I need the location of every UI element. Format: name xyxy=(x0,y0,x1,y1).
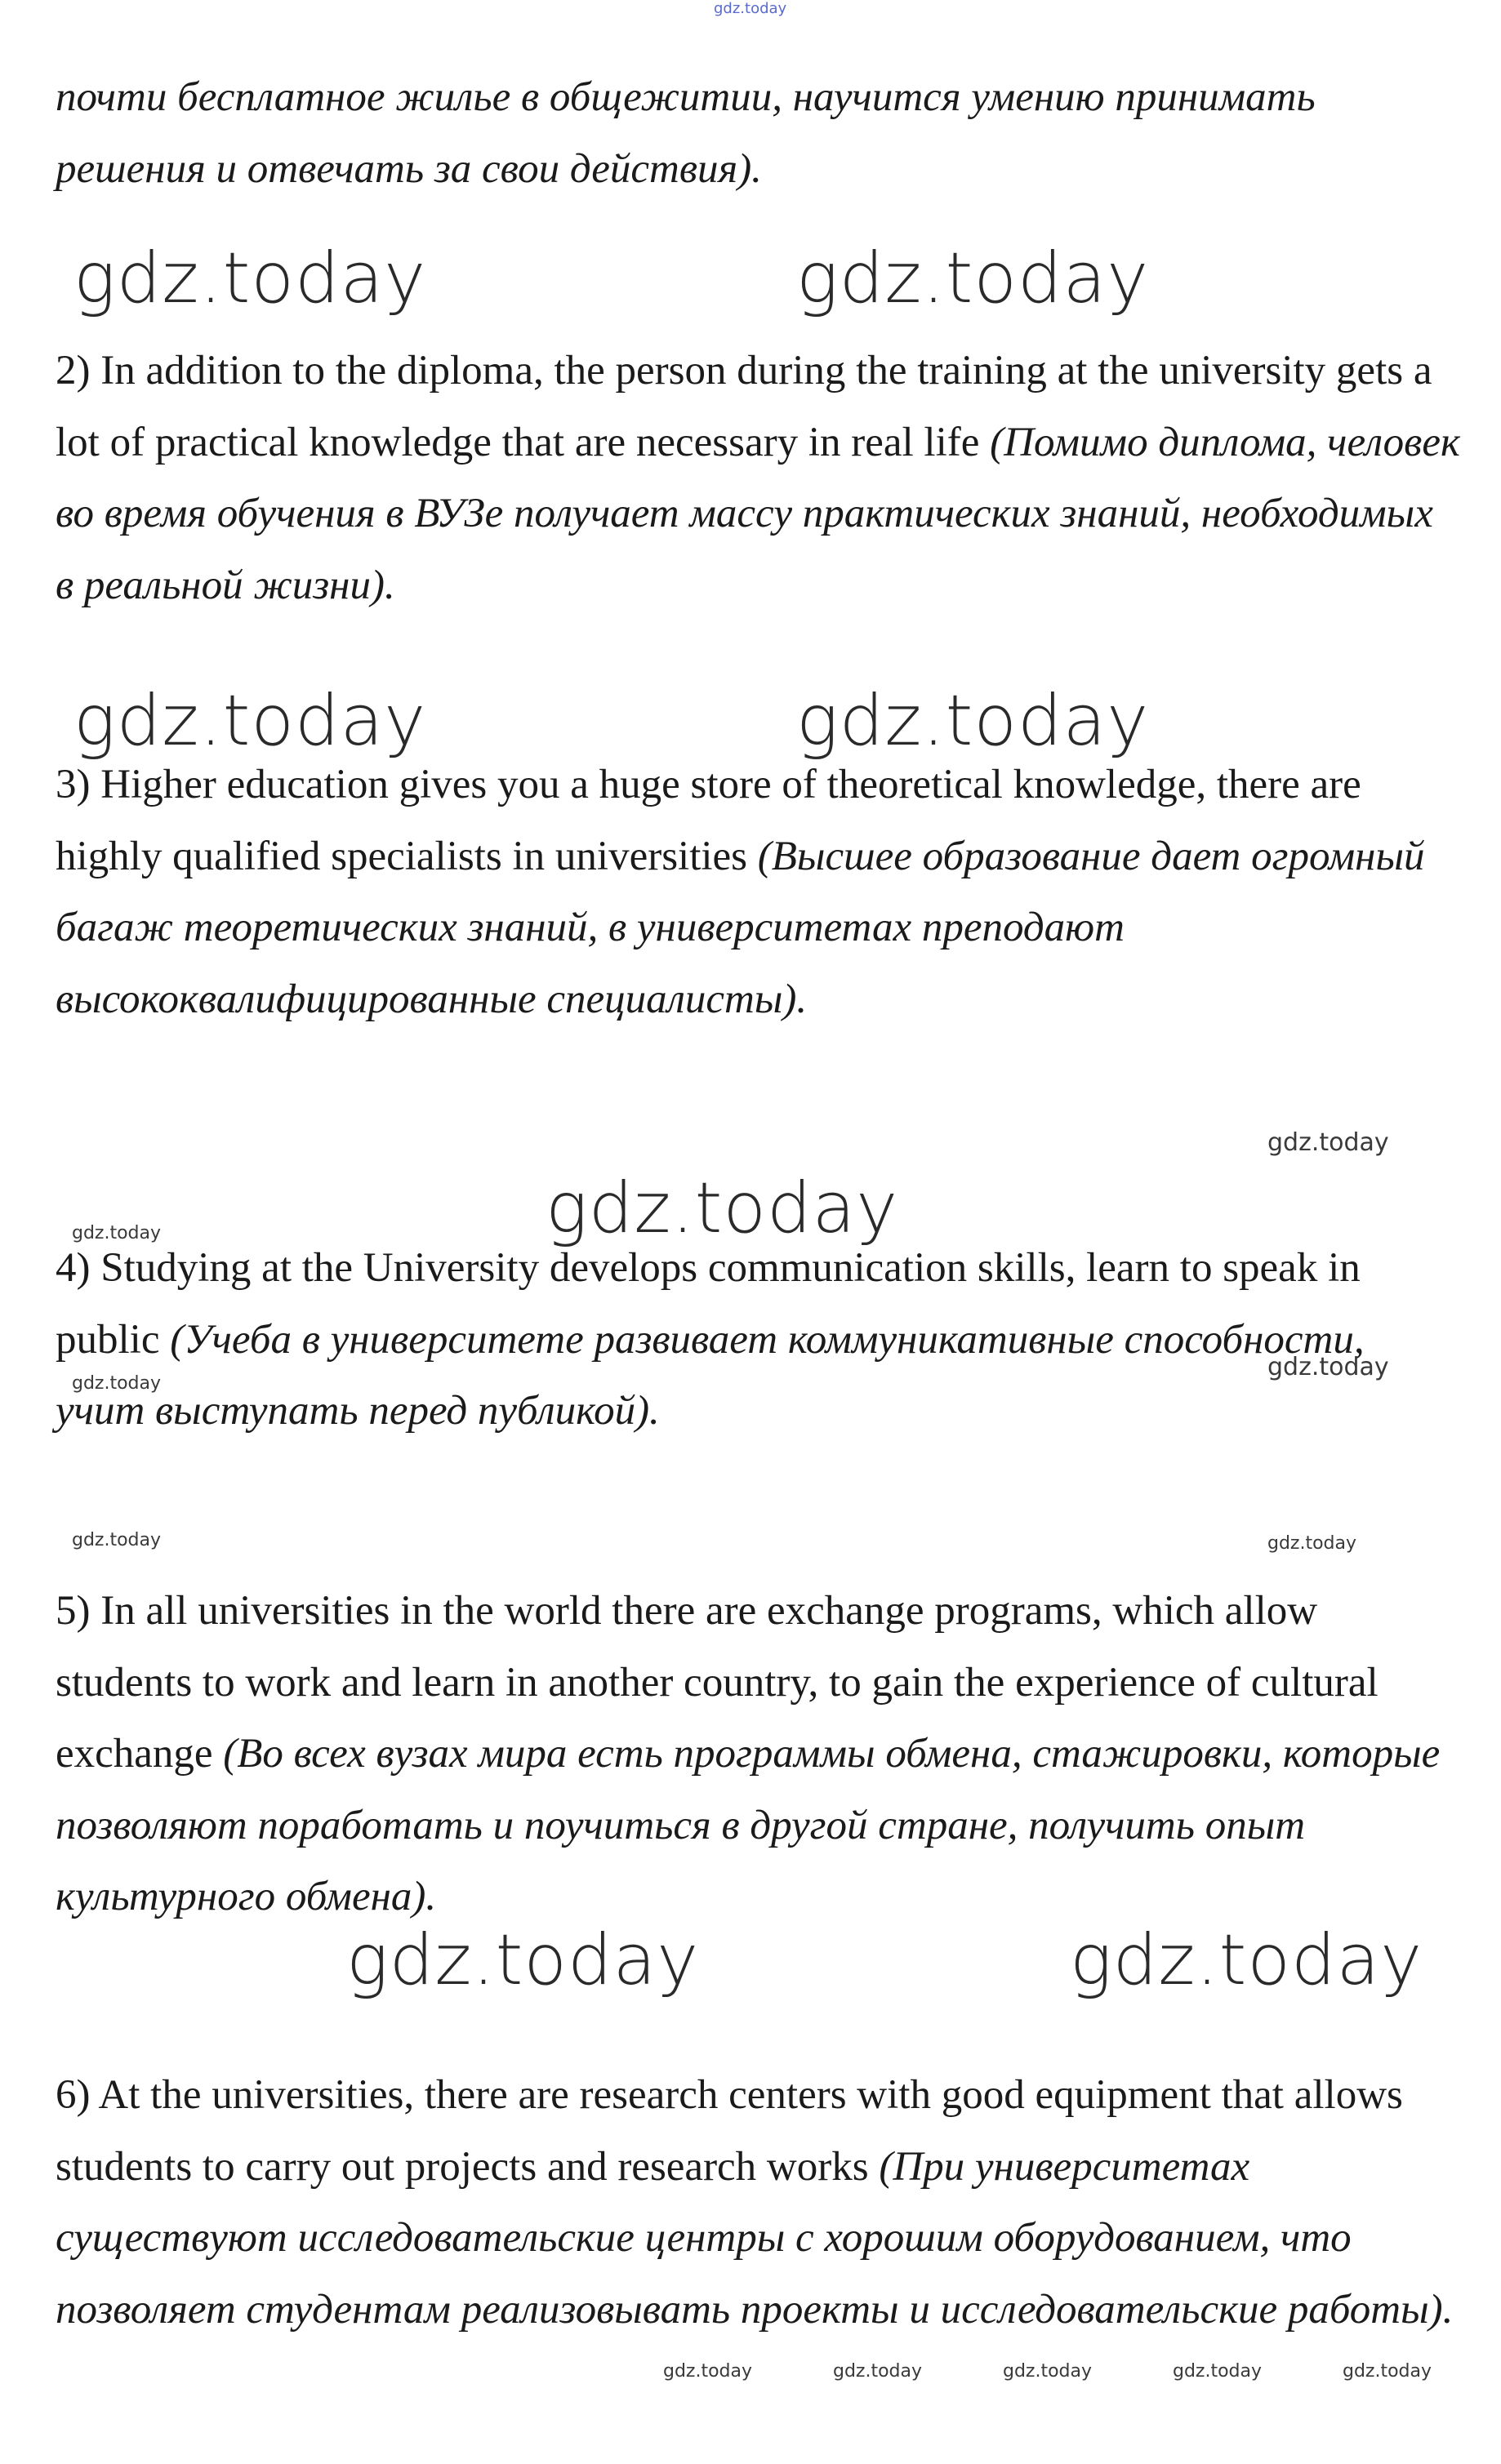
watermark: gdz.today xyxy=(546,1168,899,1249)
paragraph-5 xyxy=(56,1576,1460,1933)
paragraph-1-translation: почти бесплатное жилье в общежитии, научится умению принимать решения и отвечать за свои действия). xyxy=(56,74,1316,192)
top-watermark: gdz.today xyxy=(714,0,787,17)
paragraph-6-translation: (При университетах существуют исследовательские центры с хорошим оборудованием, что позволяет студентам реализовывать проекты и исследовательские работы). xyxy=(56,2143,1454,2333)
watermark: gdz.today xyxy=(796,238,1150,319)
paragraph-6 xyxy=(56,2060,1460,2346)
paragraph-3-text: 3) Higher education gives you a huge store of theoretical knowledge, there are highly qualified specialists in universities xyxy=(56,762,1361,879)
paragraph-2 xyxy=(56,336,1460,621)
paragraph-4-text: 4) Studying at the University develops communication skills, learn to speak in public xyxy=(56,1245,1361,1363)
watermark: gdz.today xyxy=(1070,1919,1423,2001)
paragraph-3-translation: (Высшее образование дает огромный багаж теоретических знаний, в университетах преподают высококвалифицированные специалисты). xyxy=(56,833,1425,1022)
watermark: gdz.today xyxy=(663,2361,753,2382)
watermark: gdz.today xyxy=(1343,2361,1432,2382)
watermark: gdz.today xyxy=(1267,1128,1389,1157)
paragraph-1 xyxy=(56,62,1460,205)
watermark: gdz.today xyxy=(346,1919,700,2001)
watermark: gdz.today xyxy=(72,1223,162,1243)
paragraph-5-translation: (Во всех вузах мира есть программы обмена, стажировки, которые позволяют поработать и поучиться в другой стране, получить опыт культурного обмена). xyxy=(56,1731,1441,1919)
watermark: gdz.today xyxy=(73,238,427,319)
paragraph-6-text: 6) At the universities, there are research centers with good equipment that allows students to carry out projects and research works xyxy=(56,2072,1403,2190)
paragraph-3 xyxy=(56,749,1460,1035)
paragraph-2-translation: (Помимо диплома, человек во время обучения в ВУЗе получает массу практических знаний, необходимых в реальной жизни). xyxy=(56,419,1460,608)
watermark: gdz.today xyxy=(833,2361,923,2382)
watermark: gdz.today xyxy=(72,1373,162,1394)
watermark: gdz.today xyxy=(72,1530,162,1550)
paragraph-2-text: 2) In addition to the diploma, the person during the training at the university gets a lot of practical knowledge that are necessary in real life xyxy=(56,348,1432,465)
paragraph-4 xyxy=(56,1233,1460,1448)
watermark: gdz.today xyxy=(73,680,427,762)
watermark: gdz.today xyxy=(1267,1353,1389,1381)
watermark: gdz.today xyxy=(1173,2361,1263,2382)
watermark: gdz.today xyxy=(1267,1533,1357,1554)
watermark: gdz.today xyxy=(796,680,1150,762)
paragraph-4-translation: (Учеба в университете развивает коммуникативные способности, учит выступать перед публикой). xyxy=(56,1316,1365,1434)
paragraph-5-text: 5) In all universities in the world there are exchange programs, which allow students to work and learn in another country, to gain the experience of cultural exchange xyxy=(56,1588,1379,1777)
watermark: gdz.today xyxy=(1003,2361,1093,2382)
